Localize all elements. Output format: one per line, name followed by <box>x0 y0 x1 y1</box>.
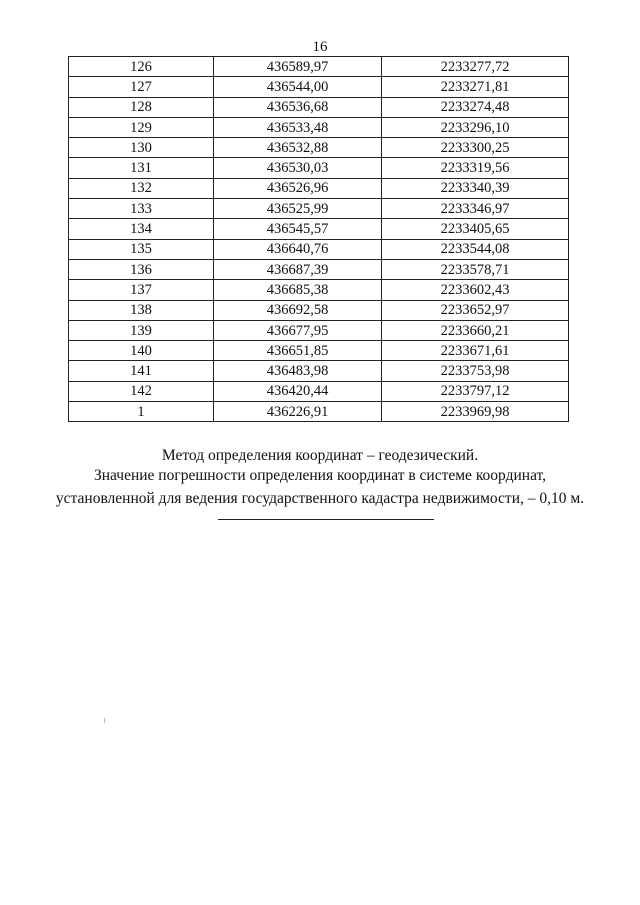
table-row <box>69 77 569 97</box>
x-coordinate-cell: 436525,99 <box>214 199 382 219</box>
x-coordinate-cell: 436589,97 <box>214 57 382 77</box>
point-number-cell: 127 <box>69 77 214 97</box>
table-row <box>69 219 569 239</box>
point-number-cell: 130 <box>69 138 214 158</box>
point-number-cell: 135 <box>69 239 214 259</box>
x-coordinate-cell: 436692,58 <box>214 300 382 320</box>
table-row <box>69 259 569 279</box>
y-coordinate-cell: 2233296,10 <box>382 117 569 137</box>
table-row <box>69 361 569 381</box>
y-coordinate-cell: 2233300,25 <box>382 138 569 158</box>
table-row <box>69 300 569 320</box>
x-coordinate-cell: 436226,91 <box>214 402 382 422</box>
x-coordinate-cell: 436526,96 <box>214 178 382 198</box>
coordinates-table-body <box>69 57 569 422</box>
x-coordinate-cell: 436483,98 <box>214 361 382 381</box>
table-row <box>69 199 569 219</box>
point-number-cell: 126 <box>69 57 214 77</box>
x-coordinate-cell: 436530,03 <box>214 158 382 178</box>
point-number-cell: 140 <box>69 341 214 361</box>
x-coordinate-cell: 436677,95 <box>214 320 382 340</box>
x-coordinate-cell: 436640,76 <box>214 239 382 259</box>
coordinates-table <box>68 56 569 422</box>
point-number-cell: 132 <box>69 178 214 198</box>
x-coordinate-cell: 436533,48 <box>214 117 382 137</box>
y-coordinate-cell: 2233277,72 <box>382 57 569 77</box>
point-number-cell: 131 <box>69 158 214 178</box>
y-coordinate-cell: 2233969,98 <box>382 402 569 422</box>
y-coordinate-cell: 2233602,43 <box>382 280 569 300</box>
margin-mark <box>104 718 105 723</box>
table-row <box>69 320 569 340</box>
accuracy-note-line-1: Значение погрешности определения координат в системе координат, <box>93 467 547 484</box>
x-coordinate-cell: 436532,88 <box>214 138 382 158</box>
point-number-cell: 138 <box>69 300 214 320</box>
point-number-cell: 141 <box>69 361 214 381</box>
point-number-cell: 134 <box>69 219 214 239</box>
point-number-cell: 142 <box>69 381 214 401</box>
x-coordinate-cell: 436536,68 <box>214 97 382 117</box>
page-number: 16 <box>312 39 328 55</box>
table-row <box>69 57 569 77</box>
y-coordinate-cell: 2233578,71 <box>382 259 569 279</box>
table-row <box>69 341 569 361</box>
x-coordinate-cell: 436687,39 <box>214 259 382 279</box>
table-row <box>69 117 569 137</box>
x-coordinate-cell: 436420,44 <box>214 381 382 401</box>
point-number-cell: 1 <box>69 402 214 422</box>
y-coordinate-cell: 2233652,97 <box>382 300 569 320</box>
y-coordinate-cell: 2233346,97 <box>382 199 569 219</box>
y-coordinate-cell: 2233274,48 <box>382 97 569 117</box>
point-number-cell: 136 <box>69 259 214 279</box>
y-coordinate-cell: 2233671,61 <box>382 341 569 361</box>
point-number-cell: 129 <box>69 117 214 137</box>
y-coordinate-cell: 2233797,12 <box>382 381 569 401</box>
point-number-cell: 128 <box>69 97 214 117</box>
x-coordinate-cell: 436544,00 <box>214 77 382 97</box>
table-row <box>69 97 569 117</box>
point-number-cell: 137 <box>69 280 214 300</box>
y-coordinate-cell: 2233544,08 <box>382 239 569 259</box>
table-row <box>69 178 569 198</box>
y-coordinate-cell: 2233340,39 <box>382 178 569 198</box>
y-coordinate-cell: 2233660,21 <box>382 320 569 340</box>
y-coordinate-cell: 2233405,65 <box>382 219 569 239</box>
x-coordinate-cell: 436685,38 <box>214 280 382 300</box>
x-coordinate-cell: 436651,85 <box>214 341 382 361</box>
table-row <box>69 158 569 178</box>
table-row <box>69 239 569 259</box>
closing-rule <box>218 519 434 520</box>
accuracy-note-line-2: установленной для ведения государственного кадастра недвижимости, – 0,10 м. <box>55 490 585 507</box>
table-row <box>69 280 569 300</box>
point-number-cell: 133 <box>69 199 214 219</box>
x-coordinate-cell: 436545,57 <box>214 219 382 239</box>
method-note: Метод определения координат – геодезический. <box>161 447 479 464</box>
y-coordinate-cell: 2233753,98 <box>382 361 569 381</box>
y-coordinate-cell: 2233271,81 <box>382 77 569 97</box>
y-coordinate-cell: 2233319,56 <box>382 158 569 178</box>
table-row <box>69 402 569 422</box>
table-row <box>69 138 569 158</box>
table-row <box>69 381 569 401</box>
point-number-cell: 139 <box>69 320 214 340</box>
